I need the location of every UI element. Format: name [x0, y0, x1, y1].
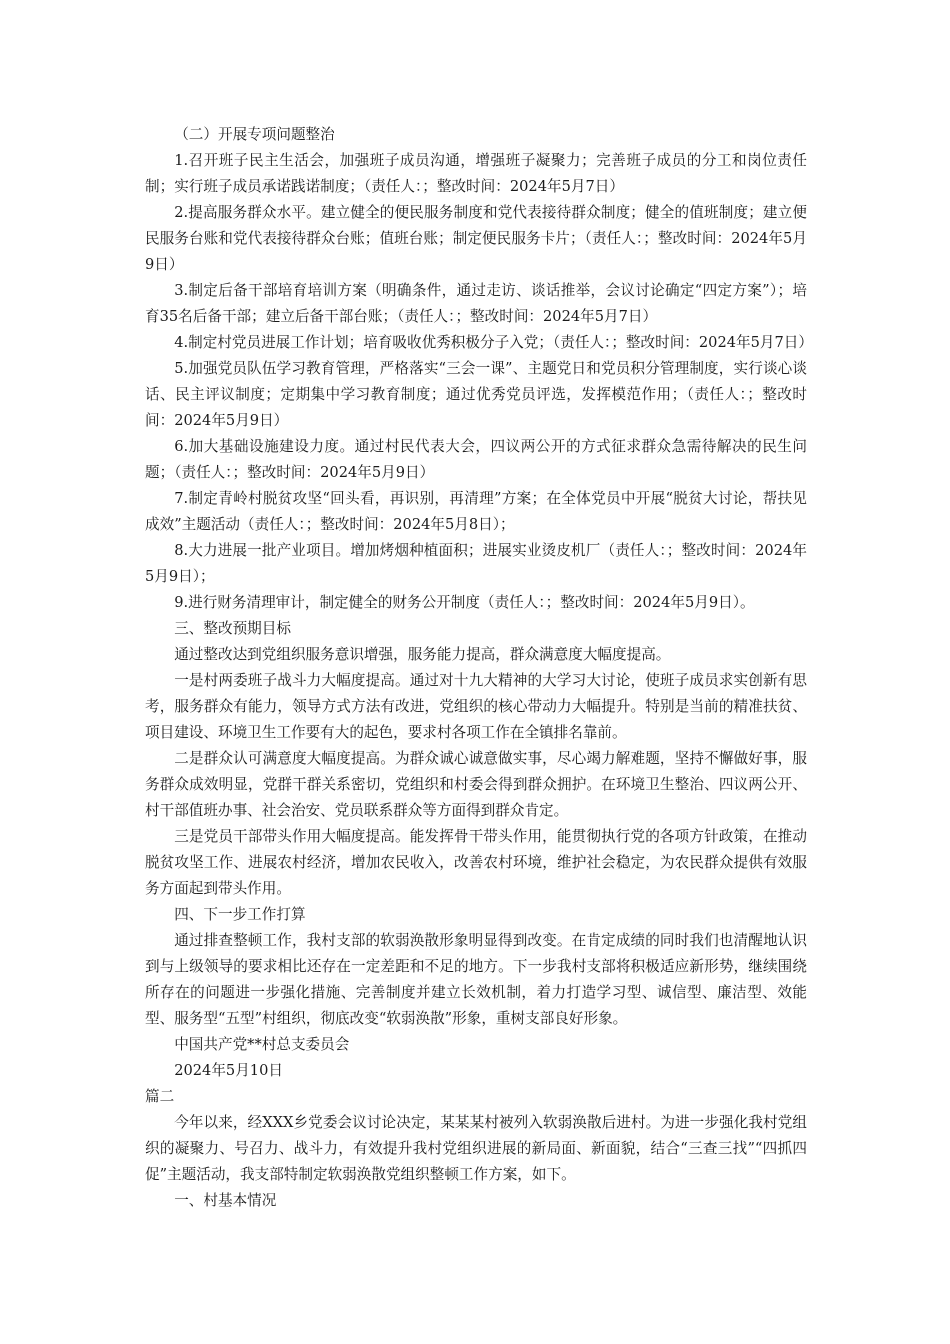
paragraph: 2024年5月10日 [174, 1062, 283, 1079]
paragraph: 通过排查整顿工作，我村支部的软弱涣散形象明显得到改变。在肯定成绩的同时我们也清醒地认识到与上级领导的要求相比还存在一定差距和不足的地方。下一步我村支部将积极适应新形势，继续围绕所存在的问题进一步强化措施、完善制度并建立长效机制，着力打造学习型、诚信型、廉洁型、效能型、服务型“五型”村组织，彻底改变“软弱涣散”形象，重树支部良好形象。 [145, 932, 807, 1027]
paragraph: 5.加强党员队伍学习教育管理，严格落实“三会一课”、主题党日和党员积分管理制度，实行谈心谈话、民主评议制度；定期集中学习教育制度；通过优秀党员评选，发挥模范作用；（责任人：；整改时间：2024年5月9日） [145, 360, 807, 429]
paragraph: 2.提高服务群众水平。建立健全的便民服务制度和党代表接待群众制度；健全的值班制度；建立便民服务台账和党代表接待群众台账；值班台账；制定便民服务卡片；（责任人：；整改时间：2024年5月9日） [145, 204, 807, 273]
paragraph: 三、整改预期目标 [174, 620, 291, 637]
paragraph: 中国共产党**村总支委员会 [174, 1036, 350, 1053]
paragraph: 3.制定后备干部培育培训方案（明确条件，通过走访、谈话推举，会议讨论确定“四定方案”）；培育35名后备干部；建立后备干部台账；（责任人：；整改时间：2024年5月7日） [145, 282, 807, 325]
paragraph: 二是群众认可满意度大幅度提高。为群众诚心诚意做实事，尽心竭力解难题，坚持不懈做好事，服务群众成效明显，党群干群关系密切，党组织和村委会得到群众拥护。在环境卫生整治、四议两公开、村干部值班办事、社会治安、党员联系群众等方面得到群众肯定。 [145, 750, 807, 819]
paragraph: 三是党员干部带头作用大幅度提高。能发挥骨干带头作用，能贯彻执行党的各项方针政策，在推动脱贫攻坚工作、进展农村经济，增加农民收入，改善农村环境，维护社会稳定，为农民群众提供有效服务方面起到带头作用。 [145, 828, 807, 897]
paragraph: 4.制定村党员进展工作计划；培育吸收优秀积极分子入党；（责任人：；整改时间：2024年5月7日） [174, 334, 813, 351]
paragraph: 一是村两委班子战斗力大幅度提高。通过对十九大精神的大学习大讨论，使班子成员求实创新有思考，服务群众有能力，领导方式方法有改进，党组织的核心带动力大幅提升。特别是当前的精准扶贫、项目建设、环境卫生工作要有大的起色，要求村各项工作在全镇排名靠前。 [145, 672, 807, 741]
paragraph: 今年以来，经XXX乡党委会议讨论决定，某某某村被列入软弱涣散后进村。为进一步强化我村党组织的凝聚力、号召力、战斗力，有效提升我村党组织进展的新局面、新面貌，结合“三查三找”“四抓四促”主题活动，我支部特制定软弱涣散党组织整顿工作方案，如下。 [145, 1114, 807, 1183]
paragraph: 一、村基本情况 [174, 1192, 277, 1209]
paragraph: 7.制定青岭村脱贫攻坚“回头看，再识别，再清理”方案；在全体党员中开展“脱贫大讨论，帮扶见成效”主题活动（责任人：；整改时间：2024年5月8日）； [145, 490, 807, 533]
paragraph: 通过整改达到党组织服务意识增强，服务能力提高，群众满意度大幅度提高。 [174, 646, 671, 663]
paragraph: 8.大力进展一批产业项目。增加烤烟种植面积；进展实业烫皮机厂（责任人：；整改时间：2024年5月9日）； [145, 542, 807, 585]
paragraph: 四、下一步工作打算 [174, 906, 306, 923]
paragraph: 6.加大基础设施建设力度。通过村民代表大会，四议两公开的方式征求群众急需待解决的民生问题；（责任人：；整改时间：2024年5月9日） [145, 438, 807, 481]
paragraph: （二）开展专项问题整治 [174, 126, 335, 143]
paragraph: 篇二 [145, 1088, 175, 1105]
paragraph: 9.进行财务清理审计，制定健全的财务公开制度（责任人：；整改时间：2024年5月9日）。 [174, 594, 755, 611]
paragraph: 1.召开班子民主生活会，加强班子成员沟通，增强班子凝聚力；完善班子成员的分工和岗位责任制；实行班子成员承诺践诺制度；（责任人：；整改时间：2024年5月7日） [145, 152, 807, 195]
document-body [145, 122, 813, 1214]
